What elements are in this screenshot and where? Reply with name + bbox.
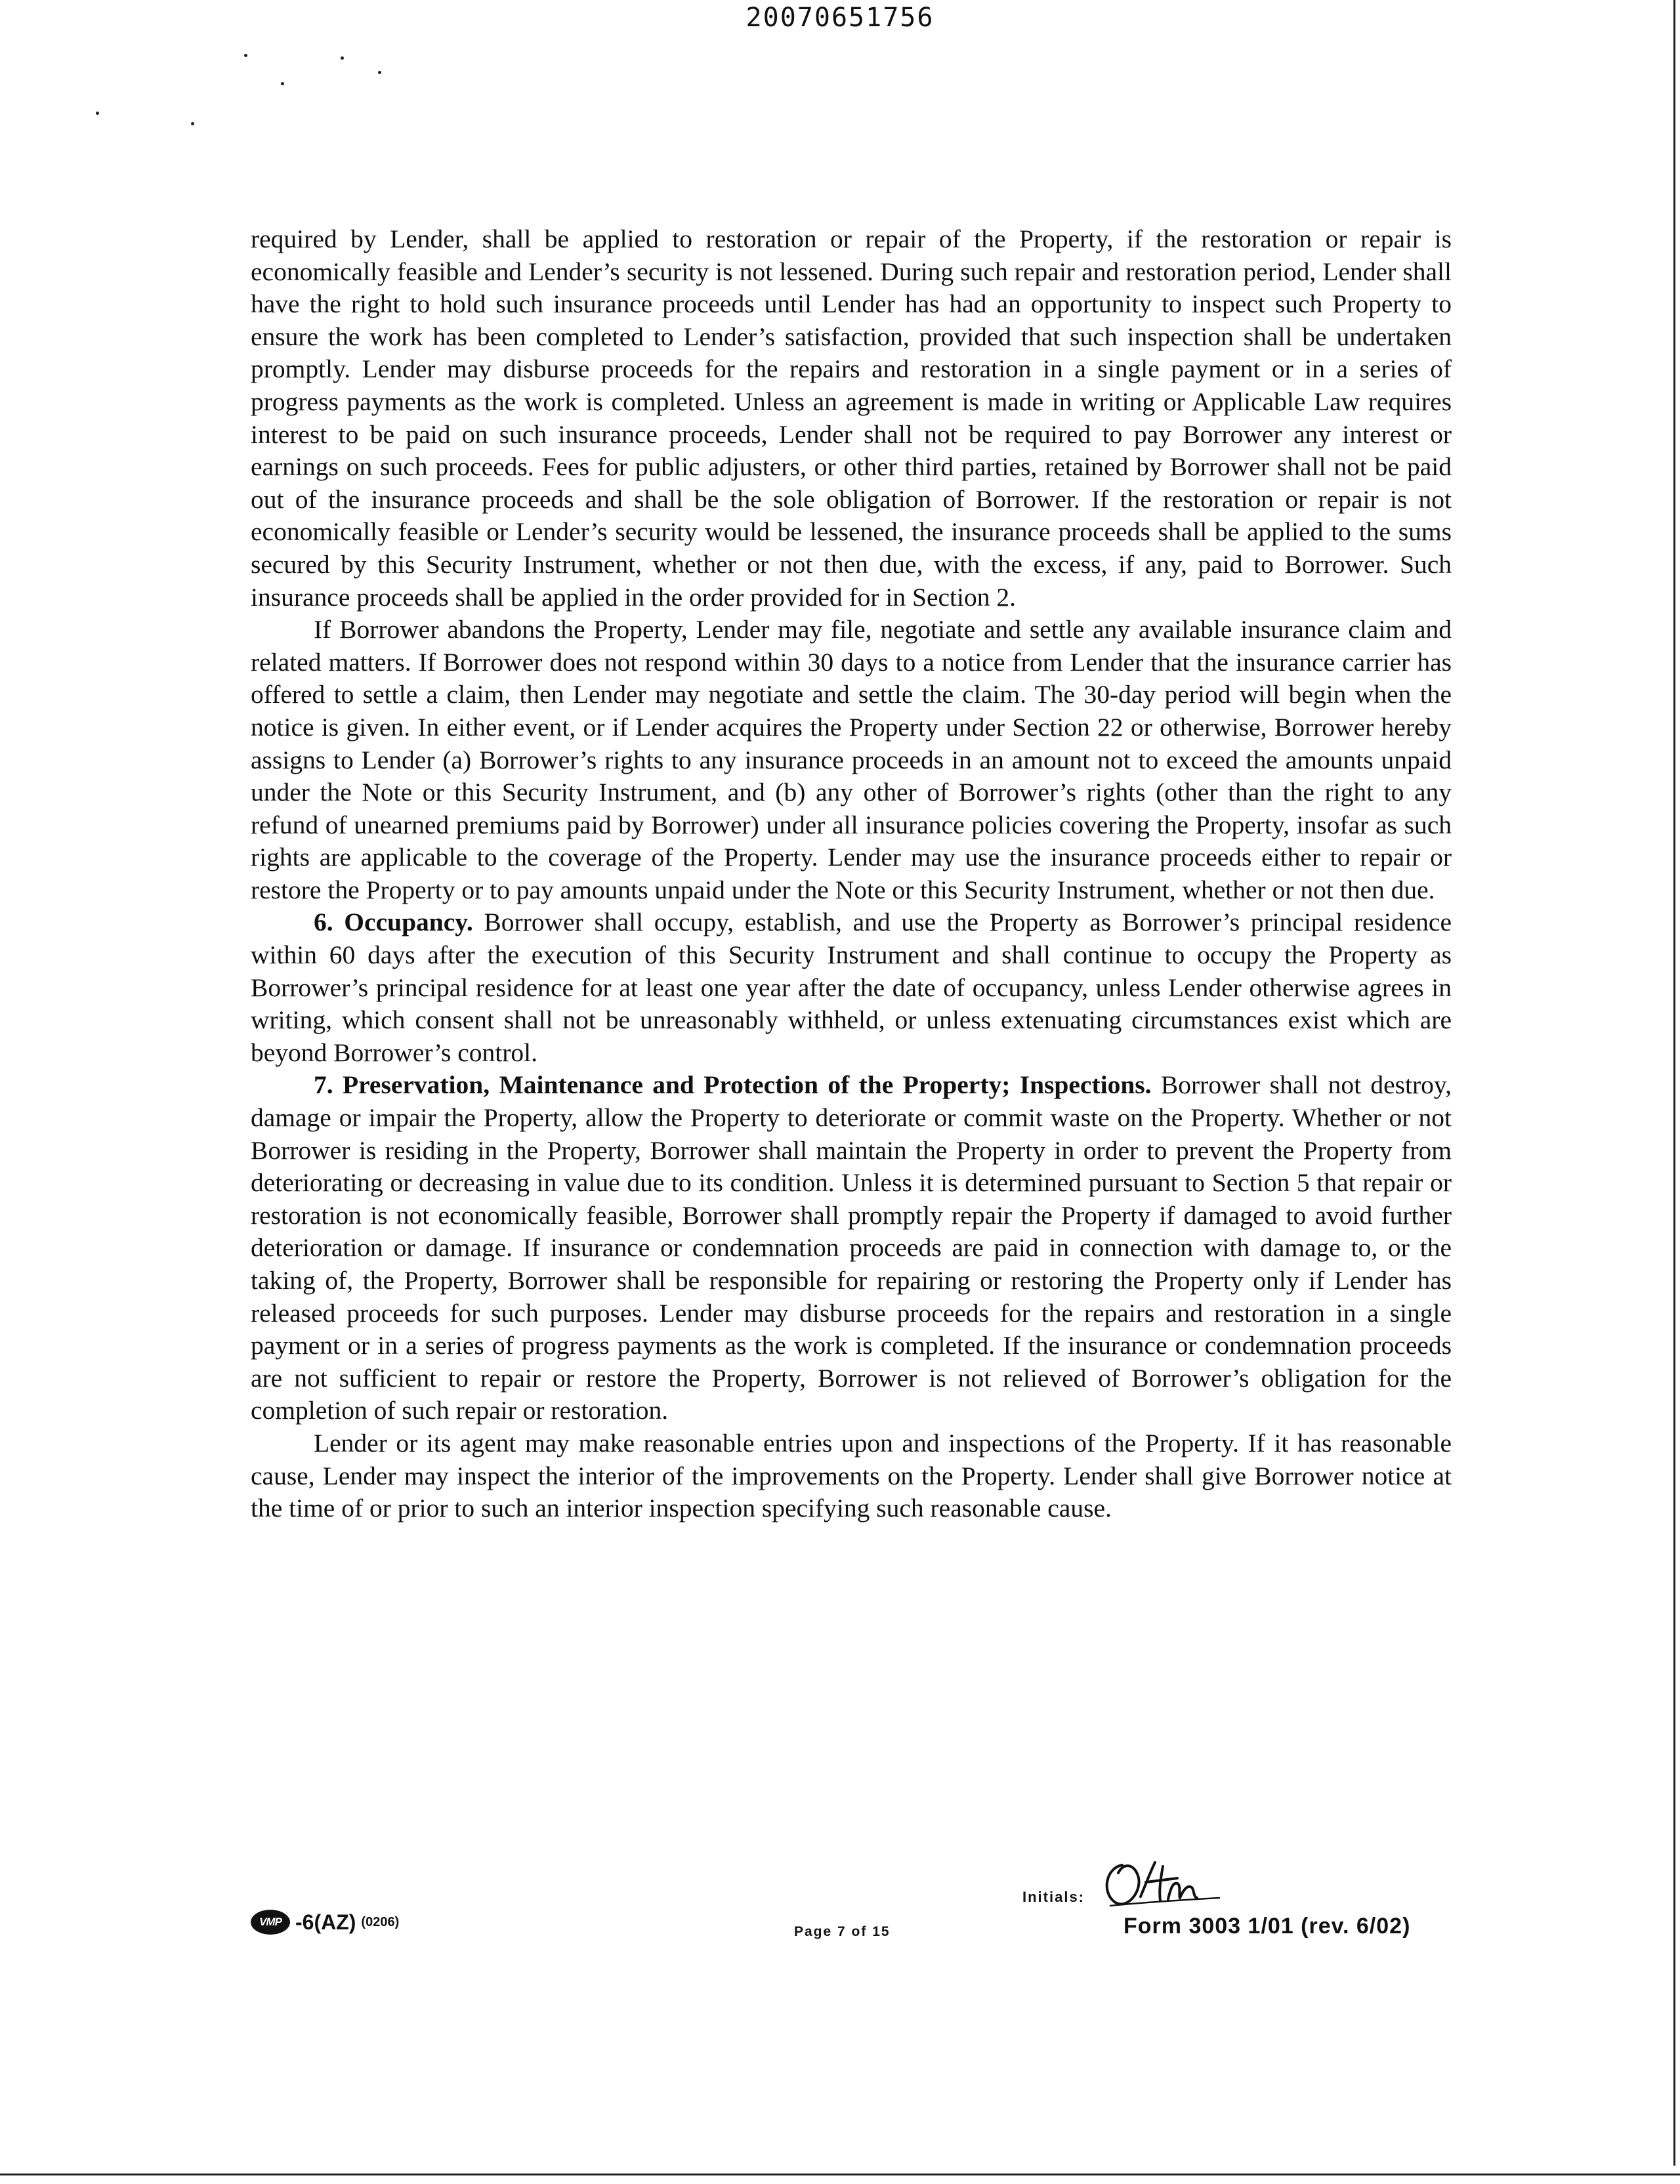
document-number: 20070651756	[746, 3, 934, 33]
scan-speck	[281, 82, 284, 85]
scan-speck	[244, 54, 247, 57]
form-code-block	[251, 1910, 399, 1935]
section-6-occupancy	[251, 906, 1452, 1069]
document-body	[251, 223, 1452, 1525]
scan-speck	[96, 112, 99, 115]
section-heading: 7. Preservation, Maintenance and Protection of the Property; Inspections.	[314, 1070, 1152, 1100]
page-edge-bottom	[0, 2174, 1680, 2175]
section-7-preservation	[251, 1069, 1452, 1427]
paragraph-text: Borrower shall not destroy, damage or impair the Property, allow the Property to deteriorate or commit waste on the Property. Whether or not Borrower is residing in the Property, Borrower shall maintain the Property in order to prevent the Property from deteriorating or decreasing in value due to its condition. Unless it is determined pursuant to Section 5 that repair or restoration is not economically feasible, Borrower shall promptly repair the Property if damaged to avoid further deterioration or damage. If insurance or condemnation proceeds are paid in connection with damage to, or the taking of, the Property, Borrower shall be responsible for repairing or restoring the Property only if Lender has released proceeds for such purposes. Lender may disburse proceeds for the repairs and restoration in a single payment or in a series of progress payments as the work is completed. If the insurance or condemnation proceeds are not sufficient to repair or restore the Property, Borrower is not relieved of Borrower’s obligation for the completion of such repair or restoration.	[251, 1070, 1452, 1425]
scan-speck	[378, 71, 381, 74]
initials-label: Initials:	[1022, 1889, 1085, 1905]
scan-speck	[191, 122, 194, 125]
section-heading: 6. Occupancy.	[314, 908, 473, 937]
paragraph-text: required by Lender, shall be applied to restoration or repair of the Property, if the restoration or repair is economically feasible and Lender’s security is not lessened. During such repair and restoration period, Lender shall have the right to hold such insurance proceeds until Lender has had an opportunity to inspect such Property to ensure the work has been completed to Lender’s satisfaction, provided that such inspection shall be undertaken promptly. Lender may disburse proceeds for the repairs and restoration in a single payment or in a series of progress payments as the work is completed. Unless an agreement is made in writing or Applicable Law requires interest to be paid on such insurance proceeds, Lender shall not be required to pay Borrower any interest or earnings on such proceeds. Fees for public adjusters, or other third parties, retained by Borrower shall not be paid out of the insurance proceeds and shall be the sole obligation of Borrower. If the restoration or repair is not economically feasible or Lender’s security would be lessened, the insurance proceeds shall be applied to the sums secured by this Security Instrument, whether or not then due, with the excess, if any, paid to Borrower. Such insurance proceeds shall be applied in the order provided for in Section 2.	[251, 224, 1452, 612]
form-code: -6(AZ)	[295, 1910, 356, 1934]
paragraph-text: Lender or its agent may make reasonable entries upon and inspections of the Property. If it has reasonable cause, Lender may inspect the interior of the improvements on the Property. Lender shall give Borrower notice at the time of or prior to such an interior inspection specifying such reasonable cause.	[251, 1428, 1452, 1523]
vmp-logo: VMP	[251, 1910, 290, 1935]
paragraph-text: If Borrower abandons the Property, Lender may file, negotiate and settle any available insurance claim and related matters. If Borrower does not respond within 30 days to a notice from Lender that the insurance carrier has offered to settle a claim, then Lender may negotiate and settle the claim. The 30-day period will begin when the notice is given. In either event, or if Lender acquires the Property under Section 22 or otherwise, Borrower hereby assigns to Lender (a) Borrower’s rights to any insurance proceeds in an amount not to exceed the amounts unpaid under the Note or this Security Instrument, and (b) any other of Borrower’s rights (other than the right to any refund of unearned premiums paid by Borrower) under all insurance policies covering the Property, insofar as such rights are applicable to the coverage of the Property. Lender may use the insurance proceeds either to repair or restore the Property or to pay amounts unpaid under the Note or this Security Instrument, whether or not then due.	[251, 615, 1452, 904]
paragraph-text: Borrower shall occupy, establish, and use the Property as Borrower’s principal residence within 60 days after the execution of this Security Instrument and shall continue to occupy the Property as Borrower’s principal residence for at least one year after the date of occupancy, unless Lender otherwise agrees in writing, which consent shall not be unreasonably withheld, or unless extenuating circumstances exist which are beyond Borrower’s control.	[251, 908, 1452, 1067]
form-code-date: (0206)	[361, 1914, 400, 1929]
paragraph-inspections	[251, 1427, 1452, 1525]
paragraph-insurance-proceeds	[251, 223, 1452, 614]
paragraph-abandonment	[251, 614, 1452, 906]
page-edge-right	[1673, 0, 1675, 2166]
page-number: Page 7 of 15	[794, 1924, 891, 1939]
scan-speck	[341, 56, 344, 60]
initials-signature	[1095, 1851, 1226, 1916]
form-number: Form 3003 1/01 (rev. 6/02)	[1124, 1914, 1411, 1939]
